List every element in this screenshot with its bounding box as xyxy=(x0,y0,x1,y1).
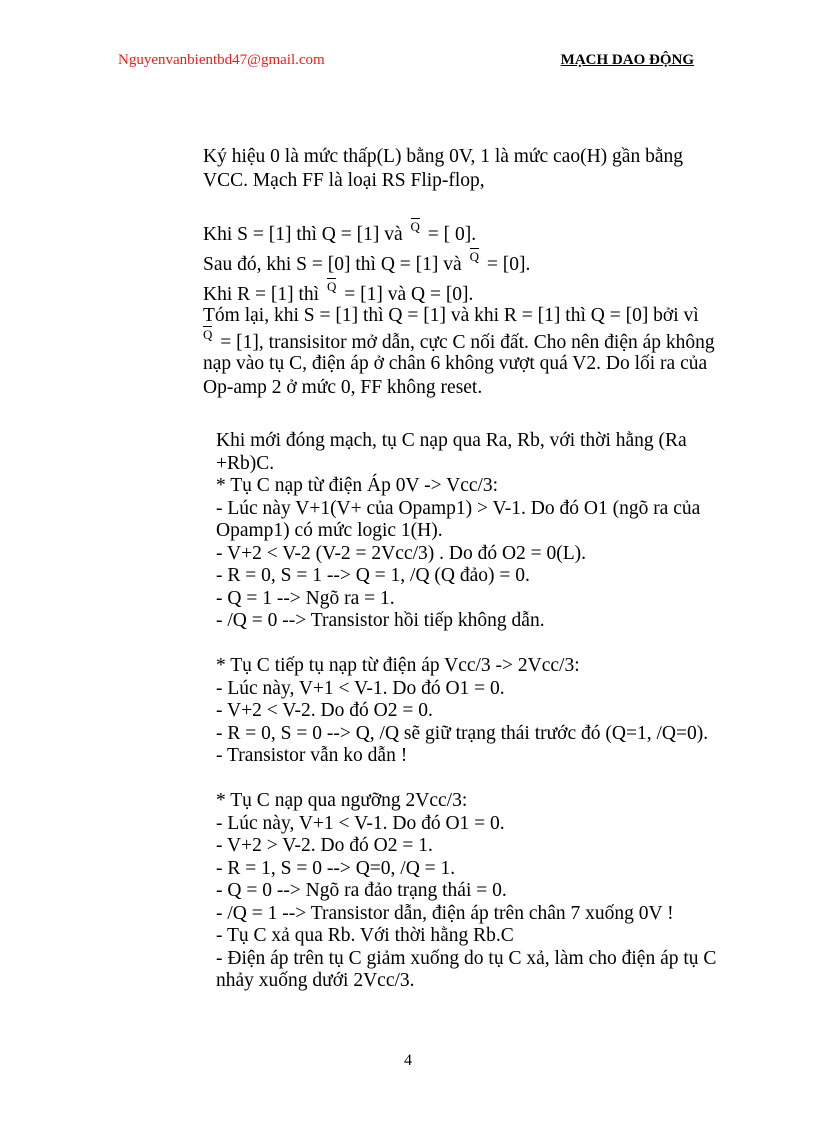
q-bar-symbol: Q xyxy=(469,249,479,264)
rule-text: Sau đó, khi S = [0] thì Q = [1] và xyxy=(203,254,462,275)
explanation-line: nhảy xuống dưới 2Vcc/3. xyxy=(216,970,415,991)
explanation-line: - V+2 > V-2. Do đó O2 = 1. xyxy=(216,835,433,856)
rule-text: = [ 0]. xyxy=(427,224,477,245)
explanation-line: Opamp1) có mức logic 1(H). xyxy=(216,520,443,541)
explanation-line: - Q = 0 --> Ngõ ra đảo trạng thái = 0. xyxy=(216,880,507,901)
rule-line xyxy=(203,280,715,304)
rule-line xyxy=(203,220,715,244)
rule-line: nạp vào tụ C, điện áp ở chân 6 không vượt quá V2. Do lối ra của xyxy=(203,353,708,374)
explanation-line: - R = 0, S = 1 --> Q = 1, /Q (Q đảo) = 0. xyxy=(216,565,530,586)
paragraph-gap xyxy=(216,633,716,656)
rule-text: = [1] và Q = [0]. xyxy=(344,284,474,305)
explanation-line: - /Q = 1 --> Transistor dẫn, điện áp trên chân 7 xuống 0V ! xyxy=(216,902,674,924)
rule-text: = [0]. xyxy=(486,254,531,275)
explanation-line: - Transistor vẫn ko dẫn ! xyxy=(216,745,408,766)
explanation-line: - Lúc này V+1(V+ của Opamp1) > V-1. Do đó O1 (ngõ ra của xyxy=(216,497,701,519)
explanation-line: * Tụ C tiếp tụ nạp từ điện áp Vcc/3 -> 2Vcc/3: xyxy=(216,655,580,676)
document-title: MẠCH DAO ĐỘNG xyxy=(560,52,694,68)
intro-line: Ký hiệu 0 là mức thấp(L) bằng 0V, 1 là mức cao(H) gần bằng xyxy=(203,146,683,167)
rule-text: Khi S = [1] thì Q = [1] và xyxy=(203,224,403,245)
explanation-line: - /Q = 0 --> Transistor hồi tiếp không dẫn. xyxy=(216,610,545,631)
explanation-line: * Tụ C nạp qua ngưỡng 2Vcc/3: xyxy=(216,790,468,811)
explanation-line: - Lúc này, V+1 < V-1. Do đó O1 = 0. xyxy=(216,812,505,834)
q-bar-symbol: Q xyxy=(326,279,337,294)
paragraph-gap xyxy=(216,768,716,791)
explanation-line: * Tụ C nạp từ điện Áp 0V -> Vcc/3: xyxy=(216,475,499,496)
rule-line xyxy=(203,328,715,352)
flipflop-rules xyxy=(203,220,715,400)
author-email: Nguyenvanbientbd47@gmail.com xyxy=(118,52,325,68)
explanation-line: Khi mới đóng mạch, tụ C nạp qua Ra, Rb, với thời hằng (Ra xyxy=(216,430,687,451)
rule-line xyxy=(203,250,715,274)
explanation-line: - Tụ C xả qua Rb. Với thời hằng Rb.C xyxy=(216,925,514,946)
explanation-line: - Điện áp trên tụ C giảm xuống do tụ C xả, làm cho điện áp tụ C xyxy=(216,947,717,969)
explanation-line: +Rb)C. xyxy=(216,452,275,474)
rule-text: Khi R = [1] thì xyxy=(203,284,320,305)
explanation-line: - Q = 1 --> Ngõ ra = 1. xyxy=(216,587,395,609)
rule-line: Op-amp 2 ở mức 0, FF không reset. xyxy=(203,377,483,398)
page-number: 4 xyxy=(404,1052,412,1069)
explanation-line: - V+2 < V-2. Do đó O2 = 0. xyxy=(216,700,433,721)
explanation-line: - Lúc này, V+1 < V-1. Do đó O1 = 0. xyxy=(216,677,505,699)
explanation-line: - R = 0, S = 0 --> Q, /Q sẽ giữ trạng thái trước đó (Q=1, /Q=0). xyxy=(216,722,709,744)
intro-block xyxy=(203,145,683,193)
explanation-block xyxy=(216,430,716,993)
q-bar-symbol: Q xyxy=(410,219,420,234)
rule-text: = [1], transisitor mở dẫn, cực C nối đất. Cho nên điện áp không xyxy=(220,332,715,353)
rule-line: Tóm lại, khi S = [1] thì Q = [1] và khi R = [1] thì Q = [0] bởi vì xyxy=(203,305,699,326)
explanation-line: - V+2 < V-2 (V-2 = 2Vcc/3) . Do đó O2 = 0(L). xyxy=(216,542,587,564)
intro-line: VCC. Mạch FF là loại RS Flip-flop, xyxy=(203,170,485,191)
q-bar-symbol: Q xyxy=(203,327,213,342)
explanation-line: - R = 1, S = 0 --> Q=0, /Q = 1. xyxy=(216,857,456,879)
